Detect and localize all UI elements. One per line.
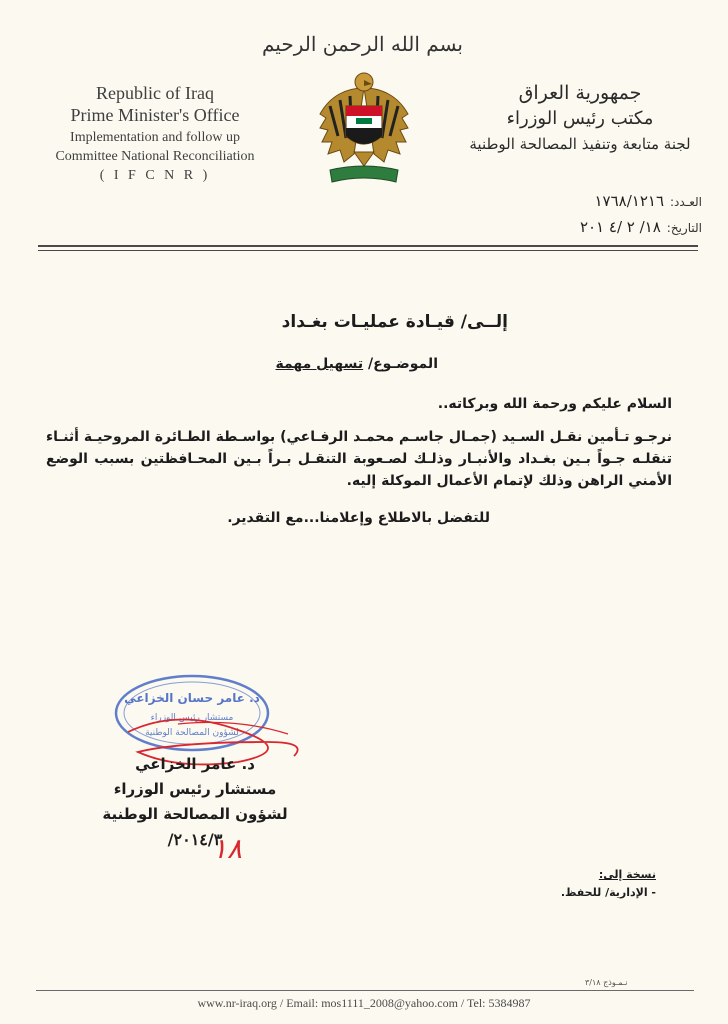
basmala: بسم الله الرحمن الرحيم (261, 32, 463, 56)
footer-divider (36, 990, 694, 991)
english-office: Prime Minister's Office (70, 105, 240, 125)
reference-number-label: العـدد: (670, 195, 702, 209)
copy-to-block (561, 866, 656, 902)
subject-line (276, 356, 439, 372)
letter-date-label: التاريخ: (666, 221, 702, 235)
letter-date (580, 218, 702, 236)
letter-body: نرجـو تـأمين نقـل السـيد (جمـال جاسـم محمـد الرفـاعي) بواسـطة الطـائرة المروحيـة أثنـاء تنقلـه جـواً بـين بغـداد والأنبـار وذلـك لصـعوبة التنقـل بـراً بـين المحـافظتين بسبب الوضع الأمني الراهن وذلك لإتمام الأعمال الموكلة إليه. (46, 429, 672, 489)
reference-number-value: ١٧٦٨/١٢١٦ (594, 192, 665, 210)
arabic-office: مكتب رئيس الوزراء (506, 108, 654, 129)
header-divider-bottom (38, 250, 698, 251)
english-acronym: ( I F C N R ) (99, 168, 211, 183)
stamp-title-line2: لشؤون المصالحة الوطنية (145, 728, 239, 738)
copy-to-item: - الإدارية/ للحفظ. (560, 886, 656, 899)
handwritten-day: ١٨ (212, 832, 243, 865)
signature-date: ٢٠١٤/٣/ (167, 830, 223, 849)
stamp-name: د. عامر حسان الخزاعي (124, 691, 260, 705)
subject-label: الموضـوع/ (368, 356, 438, 372)
english-letterhead (30, 82, 280, 186)
signatory-title1: مستشار رئيس الوزراء (113, 780, 277, 798)
english-committee-line1: Implementation and follow up (70, 130, 240, 145)
signatory-block (80, 752, 310, 852)
letter-date-value: ١٨/ ٢ /٤ ٢٠١ (579, 218, 661, 236)
copy-to-heading: نسخة إلى: (598, 868, 656, 881)
header-divider-top (38, 245, 698, 247)
stamp-title-line1: مستشار رئيس الوزراء (150, 713, 234, 723)
iraq-emblem-icon (316, 66, 412, 196)
greeting: السلام عليكم ورحمة الله وبركاته.. (437, 396, 672, 412)
footer-contact: www.nr-iraq.org / Email: mos1111_2008@yahoo.com / Tel: 5384987 (197, 996, 531, 1010)
signatory-name: د. عامر الخزاعي (135, 755, 255, 773)
english-country: Republic of Iraq (96, 83, 214, 103)
english-committee-line2: Committee National Reconciliation (55, 149, 255, 164)
arabic-committee: لجنة متابعة وتنفيذ المصالحة الوطنية (469, 135, 691, 153)
reference-number (595, 192, 703, 210)
arabic-letterhead (460, 80, 700, 156)
signatory-title2: لشؤون المصالحة الوطنية (102, 805, 288, 823)
closing-line: للتفضل بالاطلاع وإعلامنا...مع التقدير. (227, 510, 490, 526)
arabic-country: جمهورية العراق (518, 82, 642, 104)
subject-text: تسهيل مهمة (275, 356, 364, 372)
recipient-line: إلــى/ قيـادة عمليـات بغـداد (281, 312, 508, 332)
form-number: نـمـوذج ٣/١٨ (585, 978, 628, 987)
